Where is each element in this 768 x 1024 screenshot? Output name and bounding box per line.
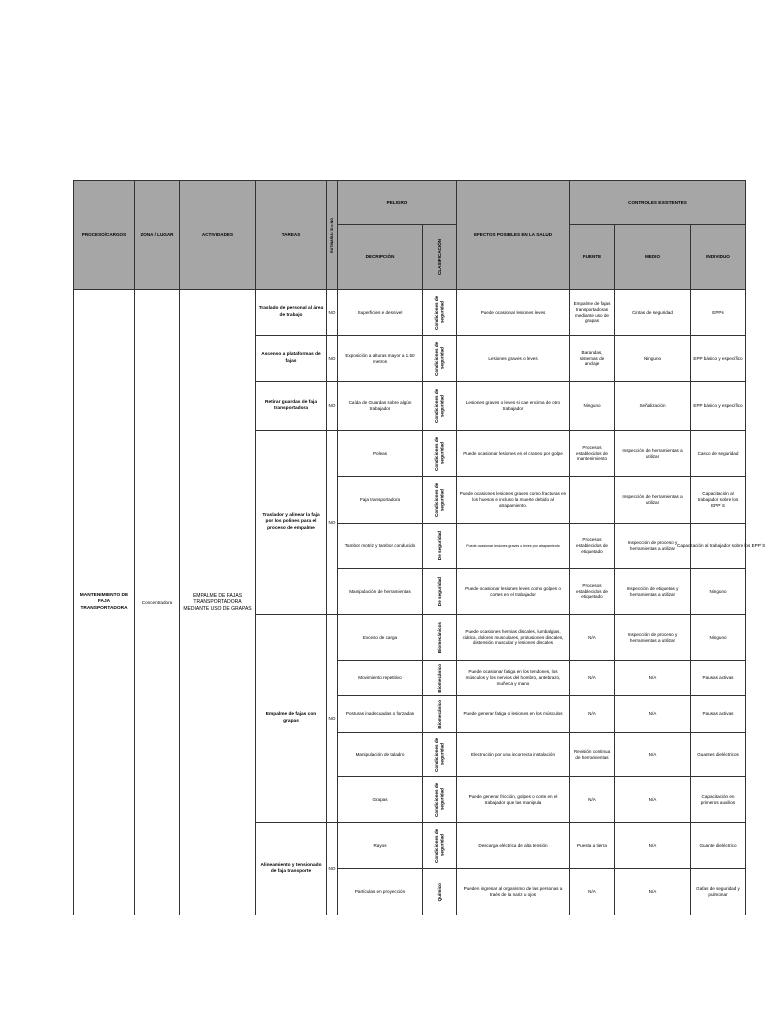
descripcion-cell: Rayos	[337, 822, 423, 869]
clasificacion-cell: Condiciones de seguridad	[422, 335, 457, 382]
zona-cell: Concentradora	[134, 289, 180, 915]
descripcion-cell: Poleas	[337, 430, 423, 477]
individuo-cell: Ninguno	[690, 568, 746, 615]
header-clasificacion: CLASIFICACIÓN	[422, 224, 457, 290]
medio-cell: N/A	[614, 732, 691, 777]
header-controles: CONTROLES EXISTENTES	[569, 180, 746, 225]
medio-cell: N/A	[614, 868, 691, 915]
individuo-cell: Guante dieléctrico	[690, 822, 746, 869]
fuente-cell: Ninguno	[569, 381, 615, 431]
rutinaria-cell: NO	[326, 335, 338, 382]
tarea-cell: Alineamiento y tensionado de faja transporte	[255, 822, 327, 915]
header-fuente: FUENTE	[569, 224, 615, 290]
medio-cell: Cintas de seguridad	[614, 289, 691, 336]
medio-cell: N/A	[614, 695, 691, 733]
fuente-cell: N/A	[569, 614, 615, 661]
tarea-cell: Traslador y alinear la faja por los polines para el proceso de empalme	[255, 430, 327, 615]
clasificacion-cell: Químico	[422, 868, 457, 915]
header-proceso: PROCESO/CARGOS	[73, 180, 135, 290]
individuo-cell: Capacitación al trabajador sobre los EPP´S	[690, 476, 746, 524]
medio-cell: Ninguno	[614, 335, 691, 382]
efectos-cell: Puede generar fatiga o lesiones en los músculos	[456, 695, 570, 733]
individuo-cell: Capacitación al trabajador sobre los EPP´S	[690, 523, 746, 569]
medio-cell: Señalización	[614, 381, 691, 431]
efectos-cell: Puede ocasionar fatiga en los tendones, los músculos y los nervios del hombro, antebrazo, muñeca y mano	[456, 660, 570, 696]
clasificacion-cell: Condiciones de seguridad	[422, 776, 457, 823]
proceso-cell: MANTENIMIENTO DE FAJA TRANSPORTADORA	[73, 289, 135, 915]
rutinaria-cell: NO	[326, 822, 338, 915]
clasificacion-cell: Biomecánicos	[422, 614, 457, 661]
efectos-cell: Descarga eléctrica de alta tensión	[456, 822, 570, 869]
header-efectos: EFECTOS POSIBLES EN LA SALUD	[456, 180, 570, 290]
clasificacion-cell: Condiciones de seguridad	[422, 732, 457, 777]
descripcion-cell: Grapas	[337, 776, 423, 823]
fuente-cell	[569, 476, 615, 524]
medio-cell: Inspección de herramientas a utilizar	[614, 476, 691, 524]
fuente-cell: Barandas, sistemas de anclaje	[569, 335, 615, 382]
individuo-cell: Capacitación en primeros auxilios	[690, 776, 746, 823]
tarea-cell: Traslado de personal al área de trabajo	[255, 289, 327, 336]
header-descripcion: DECRIPCIÓN	[337, 224, 423, 290]
clasificacion-cell: Condiciones de seguridad	[422, 822, 457, 869]
tarea-cell: Ascenso a plataformas de fajas	[255, 335, 327, 382]
descripcion-cell: Manipulación de herramientas	[337, 568, 423, 615]
clasificacion-cell: Condiciones de seguridad	[422, 381, 457, 431]
efectos-cell: Puede ocasionar lesiones leves	[456, 289, 570, 336]
descripcion-cell: Posturas inadecuadas o forzadas	[337, 695, 423, 733]
efectos-cell: Lesiones graves o leves	[456, 335, 570, 382]
fuente-cell: Procesos establecidos de etiquetado	[569, 568, 615, 615]
efectos-cell: Puede ocasionar lesiones leves como golpes o cortes en el trabajador	[456, 568, 570, 615]
efectos-cell: Puede ocasionar lesiones graves o leves por atrapamiento	[456, 523, 570, 569]
rutinaria-cell: NO	[326, 289, 338, 336]
header-individuo: INDIVIDUO	[690, 224, 746, 290]
header-peligro: PELIGRO	[337, 180, 457, 225]
descripcion-cell: Manipulación de taladro	[337, 732, 423, 777]
medio-cell: Inspección de herramientas a utilizar	[614, 430, 691, 477]
header-medio: MEDIO	[614, 224, 691, 290]
header-zona: ZONA / LUGAR	[134, 180, 180, 290]
descripcion-cell: Tambor motriz y tambor conducido	[337, 523, 423, 569]
descripcion-cell: Movimiento repetitivo	[337, 660, 423, 696]
descripcion-cell: Exposición a alturas mayor a 1.50 metros	[337, 335, 423, 382]
tarea-cell: Empalme de fajas con grapas	[255, 614, 327, 823]
tarea-cell: Retirar guardas de faja transportadora	[255, 381, 327, 431]
individuo-cell: Casco de seguridad	[690, 430, 746, 477]
descripcion-cell: Exceso de carga	[337, 614, 423, 661]
fuente-cell: N/A	[569, 660, 615, 696]
fuente-cell: N/A	[569, 695, 615, 733]
fuente-cell: Procesos establecidos de etiquetado	[569, 523, 615, 569]
efectos-cell: Puede ocasiones hernias discales, lumbalgias, ciática, dolores musculares, protusiones discales, distensión muscular y lesiones discales	[456, 614, 570, 661]
individuo-cell: Gafas de seguridad y pulmonar	[690, 868, 746, 915]
descripcion-cell: Faja transportadora	[337, 476, 423, 524]
clasificacion-cell: Biomecánico	[422, 695, 457, 733]
clasificacion-cell: Condiciones de seguridad	[422, 476, 457, 524]
individuo-cell: Pausas activas	[690, 695, 746, 733]
efectos-cell: Puede ocasiones lesiones graves como fracturas en los huesos e incluso la muerte debido al atrapamiento.	[456, 476, 570, 524]
efectos-cell: Puede generar fricción, golpes o corte en el trabajador que las manipula	[456, 776, 570, 823]
individuo-cell: EPP básico y específico	[690, 381, 746, 431]
descripcion-cell: Caída de Guardas sobre algún trabajador	[337, 381, 423, 431]
clasificacion-cell: Condiciones de seguridad	[422, 289, 457, 336]
clasificacion-cell: Condiciones de seguridad	[422, 430, 457, 477]
clasificacion-cell: De seguridad	[422, 523, 457, 569]
medio-cell: Inspección de etiquetas y herramientas a utilizar	[614, 568, 691, 615]
medio-cell: N/A	[614, 660, 691, 696]
descripcion-cell: Partículas en proyección	[337, 868, 423, 915]
medio-cell: Inspección de proceso y herramientas a utilizar	[614, 614, 691, 661]
fuente-cell: N/A	[569, 776, 615, 823]
rutinaria-cell: NO	[326, 381, 338, 431]
descripcion-cell: Superficies e desnivel	[337, 289, 423, 336]
fuente-cell: Procesos establecidos de mantenimiento	[569, 430, 615, 477]
header-tareas: TAREAS	[255, 180, 327, 290]
fuente-cell: Empalme de fajas transportadoras mediante uso de grapas	[569, 289, 615, 336]
efectos-cell: Lesiones graves o leves si cae encima de otro trabajador	[456, 381, 570, 431]
efectos-cell: Puede ocasionar lesiones en el craneo por golpe	[456, 430, 570, 477]
fuente-cell: Revisión continua de herramientas	[569, 732, 615, 777]
medio-cell: N/A	[614, 776, 691, 823]
rutinaria-cell: NO	[326, 430, 338, 615]
rutinaria-cell: NO	[326, 614, 338, 823]
header-rutinaria: RUTINARIA: SI o NO	[326, 180, 338, 290]
individuo-cell: Ninguno	[690, 614, 746, 661]
individuo-cell: Pausas activas	[690, 660, 746, 696]
fuente-cell: N/A	[569, 868, 615, 915]
individuo-cell: Guantes dieléctricos	[690, 732, 746, 777]
efectos-cell: Electrución por una incorrecta instalación	[456, 732, 570, 777]
fuente-cell: Puesta a tierra	[569, 822, 615, 869]
medio-cell: Inspección de proceso y herramientas a utilizar	[614, 523, 691, 569]
clasificacion-cell: De seguridad	[422, 568, 457, 615]
actividad-cell: EMPALME DE FAJAS TRANSPORTADORA MEDIANTE USO DE GRAPAS	[179, 289, 256, 915]
individuo-cell: EPPs	[690, 289, 746, 336]
individuo-cell: EPP básico y específico	[690, 335, 746, 382]
header-actividades: ACTIVIDADES	[179, 180, 256, 290]
efectos-cell: Pueden ingresar al organismo de las personas a traés de la nariz u ojos	[456, 868, 570, 915]
medio-cell: N/A	[614, 822, 691, 869]
clasificacion-cell: Biomecánico	[422, 660, 457, 696]
